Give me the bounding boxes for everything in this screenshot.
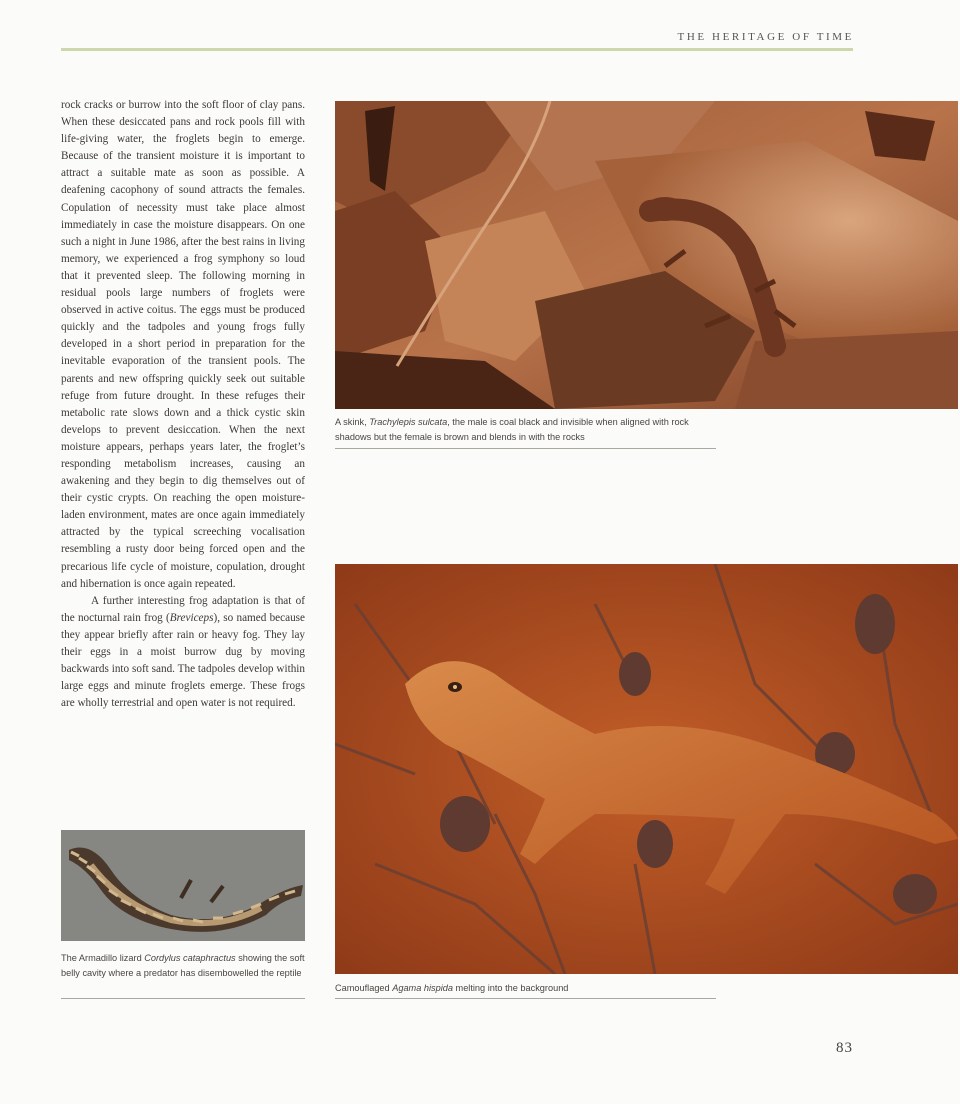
agama-caption: Camouflaged Agama hispida melting into the background — [335, 983, 569, 993]
armadillo-caption-rule — [61, 998, 305, 999]
page-number: 83 — [836, 1040, 853, 1056]
running-header: THE HERITAGE OF TIME — [677, 31, 854, 43]
paragraph-2: A further interesting frog adaptation is that of the nocturnal rain frog (Breviceps), so named because they appear briefly after rain or heavy fog. They lay their eggs in a moist burrow dug by moving backwards into soft sand. The tadpoles develop within large eggs and minute froglets emerge. These frogs are wholly terrestrial and open water is not required. — [61, 594, 305, 710]
skink-photo — [335, 101, 958, 409]
skink-caption-rule — [335, 448, 716, 449]
agama-caption-rule — [335, 998, 716, 999]
skink-caption: A skink, Trachylepis sulcata, the male is coal black and invisible when aligned with rock shadows but the female is brown and blends in with the rocks — [335, 417, 689, 442]
agama-photo — [335, 564, 958, 974]
header-rule — [61, 48, 853, 51]
armadillo-lizard-photo — [61, 830, 305, 941]
breviceps-italic: Breviceps — [169, 611, 214, 624]
armadillo-caption: The Armadillo lizard Cordylus cataphractus showing the soft belly cavity where a predator has disembowelled the reptile — [61, 953, 305, 978]
paragraph-1: rock cracks or burrow into the soft floor of clay pans. When these desiccated pans and rock pools fill with life-giving water, the froglets begin to emerge. Because of the transient moisture it is important to attract a suitable mate as soon as possible. A deafening cacophony of sound attracts the females. Copulation of necessity must take place almost immediately in case the moisture disappears. On one such a night in June 1986, after the best rains in living memory, we experienced a frog symphony so loud that it prevented sleep. The following morning in residual pools large numbers of froglets were observed in active coitus. The eggs must be produced quickly and the tadpoles and young frogs fully developed in a short period in preparation for the inevitable evaporation of the transient pools. The parents and new offspring quickly seek out suitable refuge from future drought. In these refuges their metabolic rate slows down and a thick cystic skin develops to prevent desiccation. When the next moisture appears, perhaps years later, the froglet’s responding metabolism increases, causing an awakening and they begin to dig themselves out of their cystic crypts. On reaching the open moisture-laden environment, mates are once again immediately attracted by the typical screeching vocalisation resembling a rusty door being forced open and the precarious life cycle of moisture, copulation, drought and hibernation is once again repeated. — [61, 99, 305, 590]
body-text — [61, 97, 305, 712]
